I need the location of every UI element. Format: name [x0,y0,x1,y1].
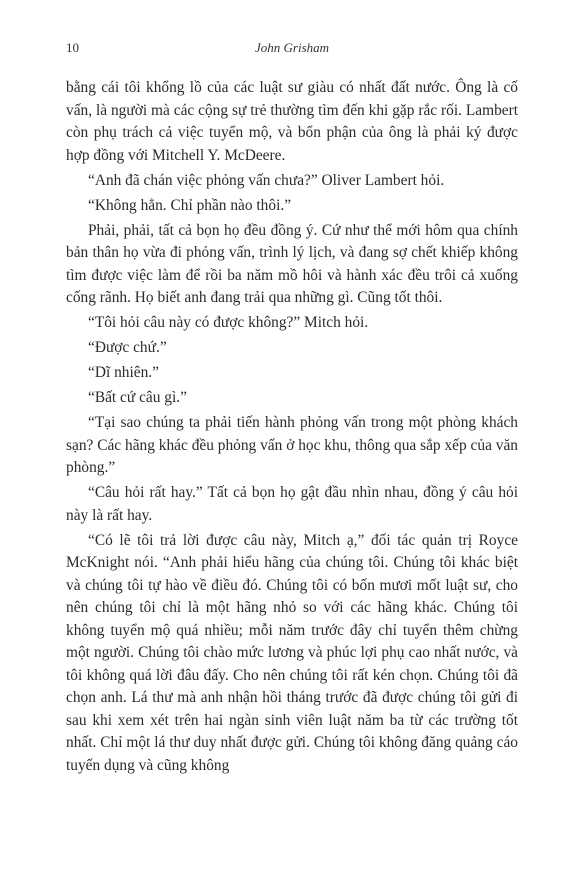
paragraph: “Bất cứ câu gì.” [88,389,187,406]
paragraph: “Dĩ nhiên.” [88,364,159,381]
page-number: 10 [66,40,79,55]
paragraph: “Tại sao chúng ta phải tiến hành phỏng vấn trong một phòng khách sạn? Các hãng khác đều phỏng vấn ở học khu, thông qua sắp xếp của văn phòng.” [66,414,518,476]
paragraph: “Không hẳn. Chỉ phần nào thôi.” [88,196,292,214]
paragraph-continuation: bằng cái tôi khổng lồ của các luật sư giàu có nhất đất nước. Ông là cố vấn, là người mà các cộng sự trẻ thường tìm đến khi gặp rắc rối. Lambert còn phụ trách cả việc tuyển mộ, và bổn phận của ông là phải ký được hợp đồng với Mitchell Y. McDeere. [66,79,518,164]
paragraph: “Tôi hỏi câu này có được không?” Mitch hỏi. [88,314,369,331]
paragraph: “Câu hỏi rất hay.” Tất cả bọn họ gật đầu nhìn nhau, đồng ý câu hỏi này là rất hay. [66,484,518,524]
paragraph: “Có lẽ tôi trả lời được câu này, Mitch ạ,” đối tác quản trị Royce McKnight nói. “Anh phải hiểu hãng của chúng tôi. Chúng tôi khác biệt và chúng tôi tự hào về điều đó. Chúng tôi có bốn mươi mốt luật sư, cho nên chúng tôi chỉ là một hãng nhỏ so với các hãng khác. Chúng tôi không tuyển mộ quá nhiều; mỗi năm trước đây chỉ tuyển thêm chừng một người. Chúng tôi chào mức lương và phúc lợi phụ cao nhất nước, và tôi không quá lời đâu đấy. Cho nên chúng tôi rất kén chọn. Chúng tôi đã chọn anh. Lá thư mà anh nhận hồi tháng trước đã được chúng tôi gửi đi sau khi xem xét trên hai ngàn sinh viên luật năm ba từ các trường tốt nhất. Chỉ một lá thư duy nhất được gửi. Chúng tôi không đăng quảng cáo tuyển dụng và cũng không [66,531,518,774]
running-title: John Grisham [254,40,330,55]
page-header [66,40,518,60]
paragraph: Phải, phải, tất cả bọn họ đều đồng ý. Cứ như thể mới hôm qua chính bản thân họ vừa đi phỏng vấn, trình lý lịch, và đang sợ chết khiếp không tìm được việc làm để rồi ba năm mồ hôi và hành xác đều trôi cả xuống cống rãnh. Họ biết anh đang trải qua những gì. Cũng tốt thôi. [66,221,518,306]
paragraph: “Anh đã chán việc phỏng vấn chưa?” Oliver Lambert hỏi. [88,171,445,189]
body-text [66,77,518,780]
paragraph: “Được chứ.” [88,339,167,356]
